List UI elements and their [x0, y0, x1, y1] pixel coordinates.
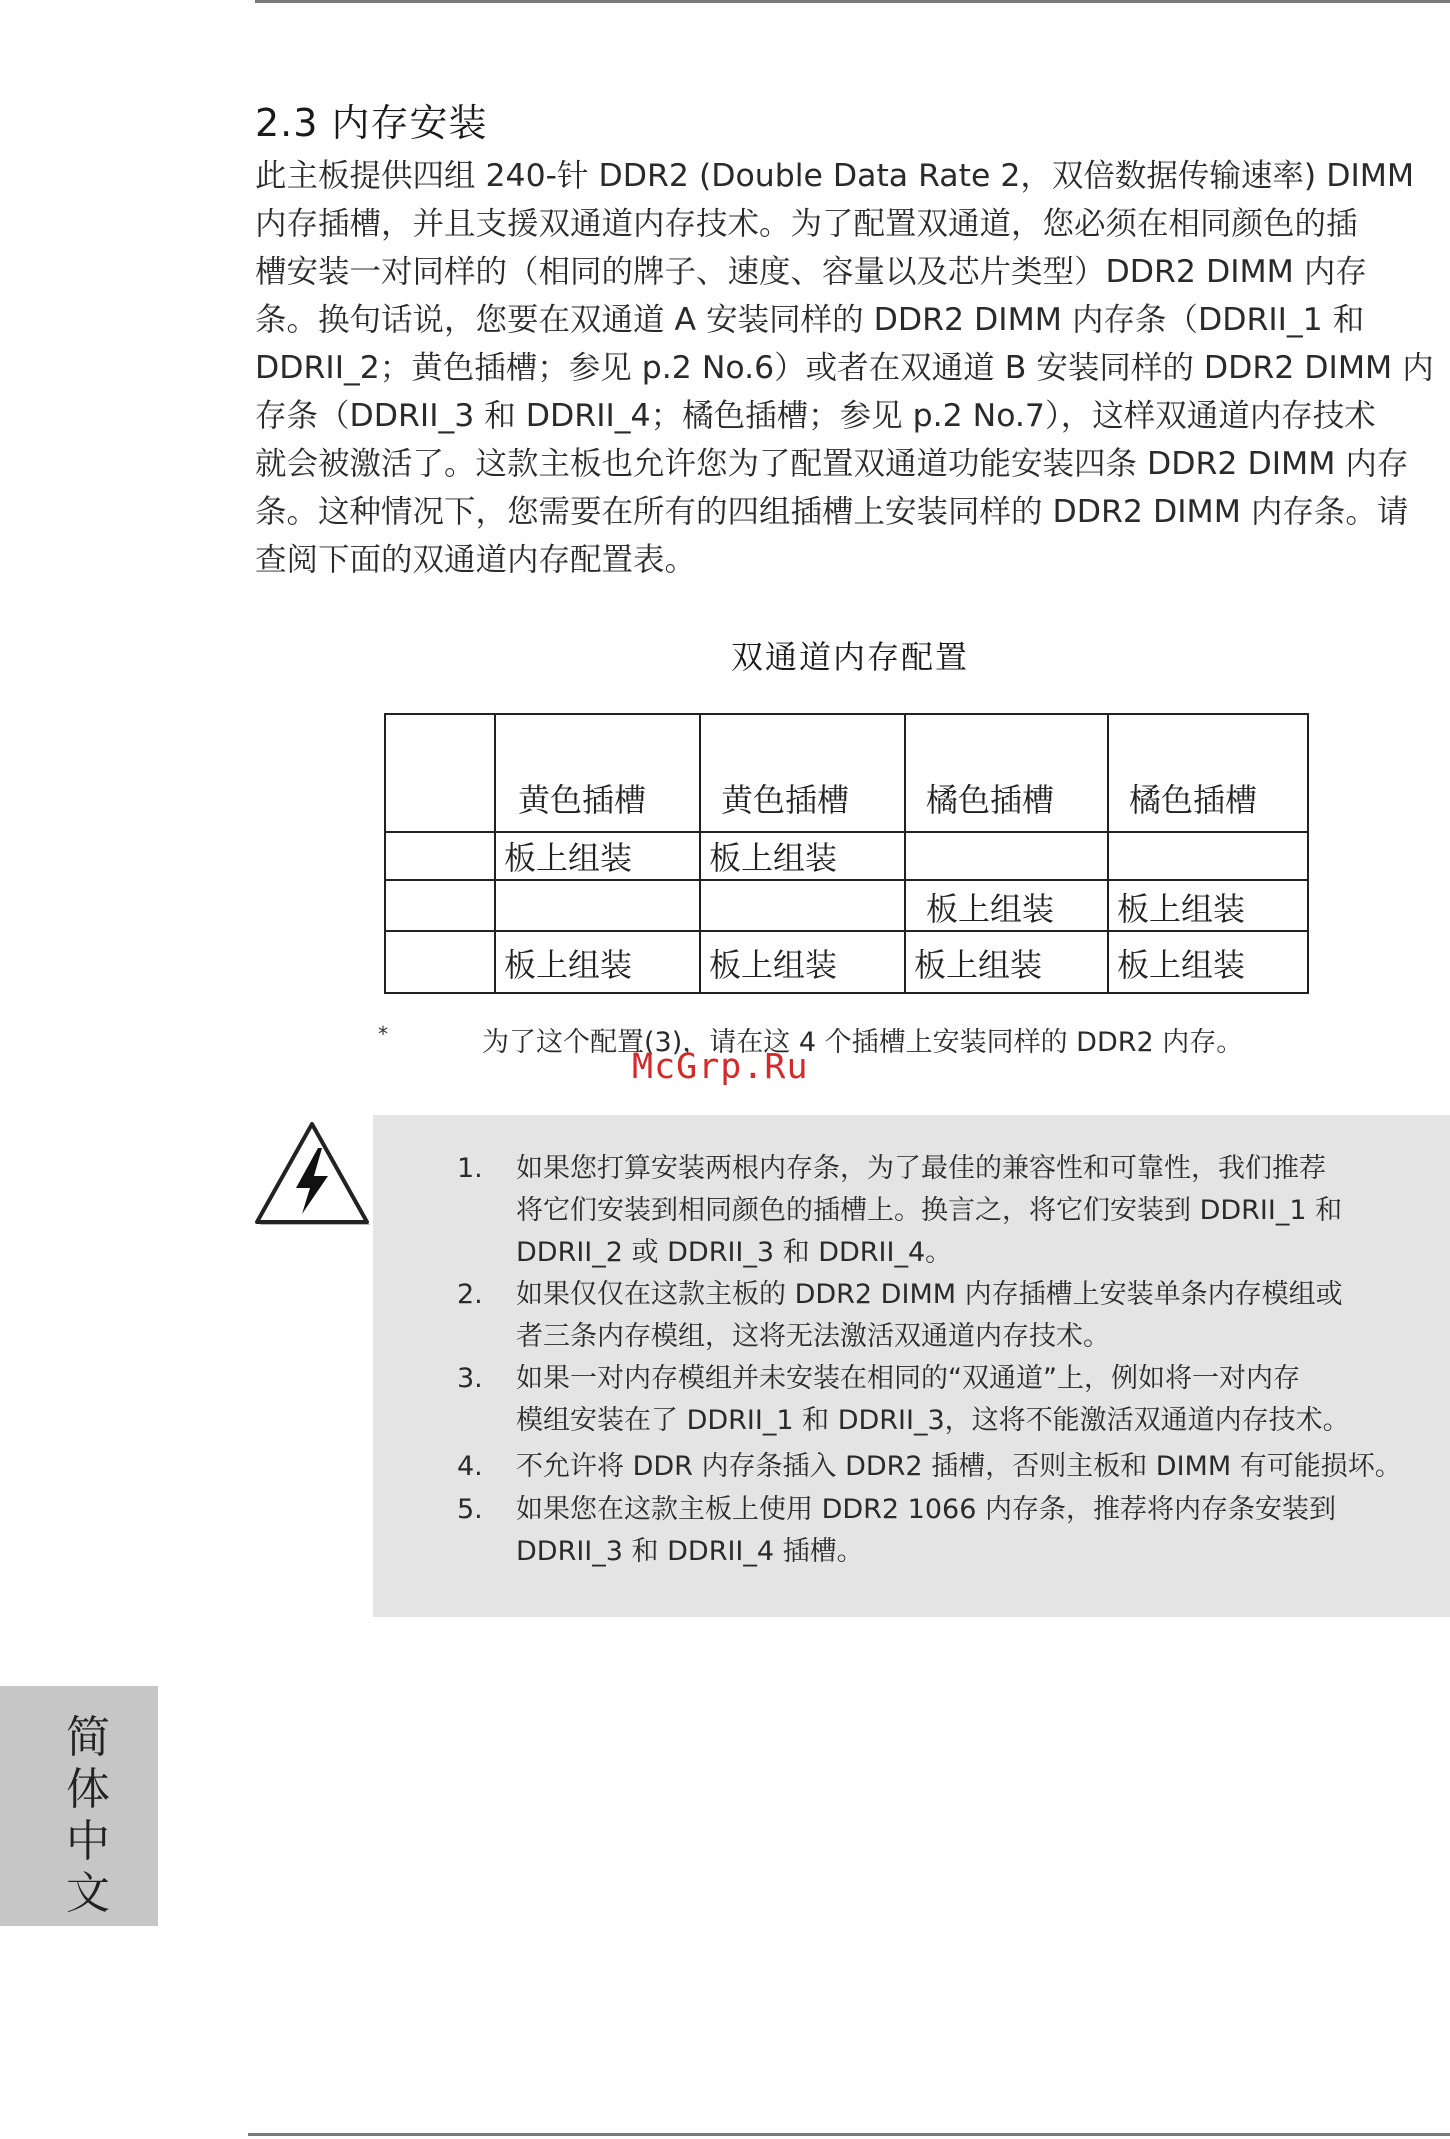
warning-item-line: DDRII_2 或 DDRII_3 和 DDRII_4。: [516, 1237, 953, 1268]
section-title: 2.3 内存安装: [255, 101, 488, 145]
warning-item-number: 3.: [457, 1363, 483, 1394]
table-cell: 板上组装: [905, 931, 1108, 993]
table-cell: 板上组装: [1108, 931, 1308, 993]
body-line: 就会被激活了。这款主板也允许您为了配置双通道功能安装四条 DDR2 DIMM 内存: [255, 446, 1409, 482]
table-cell: 板上组装: [1108, 880, 1308, 931]
table-header-cell: [385, 714, 495, 832]
high-voltage-warning-icon: [252, 1118, 372, 1230]
table-cell: 板上组装: [495, 832, 700, 880]
table-cell: [385, 880, 495, 931]
table-row: [385, 880, 1308, 931]
table-cell: 板上组装: [700, 832, 905, 880]
side-tab-char: 体: [66, 1764, 110, 1815]
table-cell: 板上组装: [495, 931, 700, 993]
warning-item-line: DDRII_3 和 DDRII_4 插槽。: [516, 1536, 864, 1567]
table-cell: [700, 880, 905, 931]
table-header-cell: 黄色插槽: [700, 714, 905, 832]
warning-item-line: 模组安装在了 DDRII_1 和 DDRII_3，这将不能激活双通道内存技术。: [516, 1405, 1350, 1436]
table-header-cell: 黄色插槽: [495, 714, 700, 832]
table-title: 双通道内存配置: [730, 638, 969, 676]
warning-item-line: 将它们安装到相同颜色的插槽上。换言之，将它们安装到 DDRII_1 和: [516, 1195, 1343, 1226]
warning-item-line: 者三条内存模组，这将无法激活双通道内存技术。: [516, 1321, 1110, 1352]
warning-item-line: 如果您在这款主板上使用 DDR2 1066 内存条，推荐将内存条安装到: [516, 1494, 1336, 1525]
table-cell: [905, 832, 1108, 880]
table-cell: [1108, 832, 1308, 880]
body-line: 条。这种情况下，您需要在所有的四组插槽上安装同样的 DDR2 DIMM 内存条。请: [255, 494, 1409, 530]
warning-item-number: 5.: [457, 1494, 483, 1525]
table-cell: [385, 832, 495, 880]
table-row: [385, 931, 1308, 993]
body-line: 槽安装一对同样的（相同的牌子、速度、容量以及芯片类型）DDR2 DIMM 内存: [255, 254, 1367, 290]
warning-item-line: 如果您打算安装两根内存条，为了最佳的兼容性和可靠性，我们推荐: [516, 1153, 1326, 1184]
warning-item-number: 4.: [457, 1451, 483, 1482]
warning-item-number: 1.: [457, 1153, 483, 1184]
memory-config-table: [384, 713, 1309, 994]
table-cell: 板上组装: [905, 880, 1108, 931]
side-tab-char: 简: [66, 1712, 110, 1763]
body-line: 查阅下面的双通道内存配置表。: [255, 542, 697, 578]
body-line: DDRII_2；黄色插槽；参见 p.2 No.6）或者在双通道 B 安装同样的 DDR2 DIMM 内: [255, 350, 1434, 386]
table-cell: [385, 931, 495, 993]
warning-item-line: 如果一对内存模组并未安装在相同的“双通道”上，例如将一对内存: [516, 1363, 1300, 1394]
body-line: 此主板提供四组 240-针 DDR2 (Double Data Rate 2，双倍数据传输速率) DIMM: [255, 158, 1415, 194]
watermark: McGrp.Ru: [632, 1047, 809, 1087]
table-cell: 板上组装: [700, 931, 905, 993]
table-cell: [495, 880, 700, 931]
warning-item-line: 不允许将 DDR 内存条插入 DDR2 插槽，否则主板和 DIMM 有可能损坏。: [516, 1451, 1402, 1482]
table-row: [385, 832, 1308, 880]
body-line: 条。换句话说，您要在双通道 A 安装同样的 DDR2 DIMM 内存条（DDRII_1 和: [255, 302, 1365, 338]
table-header-cell: 橘色插槽: [1108, 714, 1308, 832]
bottom-rule: [248, 2133, 1450, 2136]
table-footnote: 为了这个配置(3)，请在这 4 个插槽上安装同样的 DDR2 内存。: [482, 1027, 1244, 1058]
body-line: 存条（DDRII_3 和 DDRII_4；橘色插槽；参见 p.2 No.7），这样双通道内存技术: [255, 398, 1376, 434]
top-rule: [255, 0, 1450, 3]
table-header-cell: 橘色插槽: [905, 714, 1108, 832]
side-tab-char: 文: [66, 1868, 110, 1919]
warning-item-line: 如果仅仅在这款主板的 DDR2 DIMM 内存插槽上安装单条内存模组或: [516, 1279, 1343, 1310]
body-line: 内存插槽，并且支援双通道内存技术。为了配置双通道，您必须在相同颜色的插: [255, 206, 1358, 242]
body-paragraph: [255, 152, 1443, 584]
note-marker: *: [378, 1022, 388, 1046]
table-header-row: [385, 714, 1308, 832]
side-tab-char: 中: [66, 1816, 110, 1867]
warning-item-number: 2.: [457, 1279, 483, 1310]
language-side-tab-label: [63, 1712, 113, 1920]
